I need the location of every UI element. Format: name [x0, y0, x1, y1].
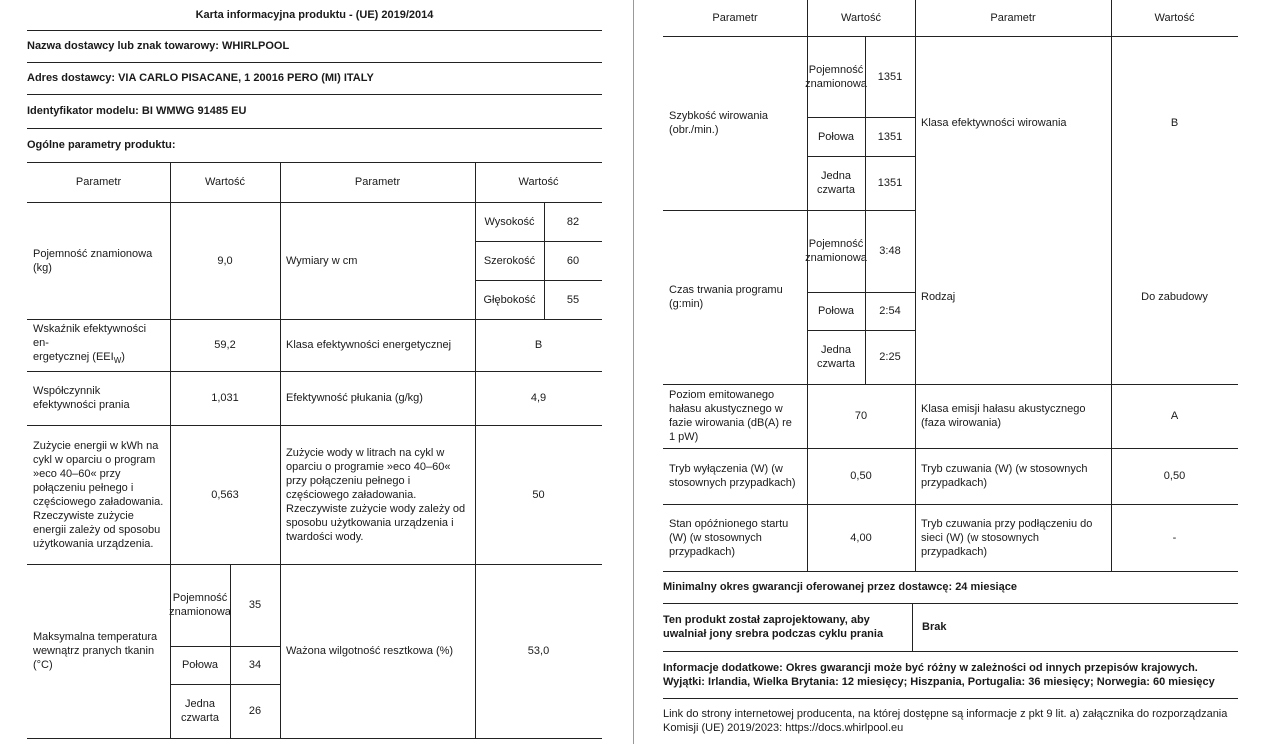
additional-info: Informacje dodatkowe: Okres gwarancji może być różny w zależności od innych przepisów krajowych. Wyjątki: Irlandia, Wielka Brytania: 12 miesięcy; Hiszpania, Portugalia: 36 miesięcy; Norwegia: 60 miesięcy	[663, 661, 1215, 688]
r-header-value-1: Wartość	[841, 12, 881, 24]
height-value: 82	[566, 215, 580, 228]
height-label: Wysokość	[484, 215, 535, 228]
noise-value: 70	[854, 410, 868, 422]
network-standby-label: Tryb czuwania przy podłączeniu do sieci (W) (w stosownych przypadkach)	[921, 517, 1093, 558]
max-temperature-label: Maksymalna temperatura wewnątrz pranych tkanin (°C)	[33, 631, 158, 671]
water-consumption-label: Zużycie wody w litrach na cykl w oparciu o programie »eco 40–60« przy połączeniu pełnego i częściowego załadowania. Rzeczywiste zużycie wody zależy od sposobu użytkowania urządzenia i twardości wody.	[286, 446, 466, 543]
spin-half-value: 1351	[877, 130, 903, 143]
energy-class-value: B	[534, 339, 543, 351]
capacity-label: Pojemność znamionowa (kg)	[33, 247, 153, 274]
duration-rated-value: 3:48	[879, 245, 901, 257]
off-mode-label: Tryb wyłączenia (W) (w stosownych przypadkach)	[669, 463, 796, 489]
spin-class-label: Klasa efektywności wirowania	[921, 117, 1067, 129]
duration-half-value: 2:54	[879, 305, 901, 317]
delay-start-label: Stan opóźnionego startu (W) (w stosownych przypadkach)	[669, 517, 789, 558]
program-duration-label: Czas trwania programu (g:min)	[669, 284, 783, 310]
page-divider	[633, 0, 634, 744]
supplier-address: Adres dostawcy: VIA CARLO PISACANE, 1 20016 PERO (MI) ITALY	[27, 72, 374, 84]
noise-class-value: A	[1170, 410, 1179, 422]
residual-moisture-label: Ważona wilgotność resztkowa (%)	[286, 645, 454, 657]
residual-moisture-value: 53,0	[527, 645, 550, 657]
off-mode-value: 0,50	[850, 470, 872, 482]
supplier-name: Nazwa dostawcy lub znak towarowy: WHIRLPOOL	[27, 40, 290, 52]
spin-rated-value: 1351	[877, 70, 903, 83]
water-consumption-value: 50	[532, 488, 545, 501]
rinse-efficiency-label: Efektywność płukania (g/kg)	[286, 392, 423, 404]
appliance-type-value: Do zabudowy	[1141, 291, 1208, 303]
appliance-type-label: Rodzaj	[921, 291, 956, 303]
temp-half-label: Połowa	[181, 659, 219, 671]
width-label: Szerokość	[483, 254, 536, 267]
energy-consumption-label: Zużycie energii w kWh na cykl w oparciu o program »eco 40–60« przy połączeniu pełnego i częściowego załadowania. Rzeczywiste zużycie energii zależy od sposobu użytkowania urządzenia.	[33, 439, 164, 550]
noise-label: Poziom emitowanego hałasu akustycznego w fazie wirowania (dB(A) re 1 pW)	[669, 389, 792, 443]
temp-half-value: 34	[248, 659, 262, 671]
capacity-value: 9,0	[217, 254, 233, 267]
standby-label: Tryb czuwania (W) (w stosownych przypadkach)	[921, 463, 1088, 489]
spin-class-value: B	[1170, 117, 1179, 129]
spin-quarter-value: 1351	[877, 177, 903, 189]
temp-quarter-value: 26	[248, 705, 262, 717]
header-value-1: Wartość	[205, 176, 245, 188]
spin-quarter-label: Jedna czwarta	[817, 170, 855, 196]
duration-rated-label: Pojemność znamionowa	[805, 238, 867, 264]
model-identifier: Identyfikator modelu: BI WMWG 91485 EU	[27, 105, 247, 117]
eei-value: 59,2	[214, 339, 236, 351]
silver-ions-label: Ten produkt został zaprojektowany, aby uwalniał jony srebra podczas cyklu prania	[663, 614, 884, 640]
duration-quarter-value: 2:25	[879, 351, 901, 363]
temp-quarter-label: Jedna czwarta	[181, 698, 219, 724]
duration-quarter-label: Jedna czwarta	[817, 344, 855, 370]
standby-value: 0,50	[1163, 470, 1186, 482]
spin-half-label: Połowa	[817, 130, 855, 143]
depth-value: 55	[566, 293, 580, 306]
header-parameter-1: Parametr	[75, 176, 122, 188]
temp-rated-value: 35	[248, 599, 262, 611]
spin-speed-label: Szybkość wirowania (obr./min.)	[669, 110, 769, 136]
r-header-parameter-1: Parametr	[712, 12, 758, 24]
spin-rated-label: Pojemność znamionowa	[805, 63, 867, 90]
energy-consumption-value: 0,563	[211, 488, 239, 501]
network-standby-value: -	[1172, 531, 1177, 544]
general-parameters-heading: Ogólne parametry produktu:	[27, 139, 176, 151]
depth-label: Głębokość	[483, 293, 536, 306]
temp-rated-label: Pojemność znamionowa	[169, 592, 231, 618]
warranty-statement: Minimalny okres gwarancji oferowanej przez dostawcę: 24 miesiące	[663, 581, 1017, 593]
wash-efficiency-label: Współczynnik efektywności prania	[33, 385, 130, 411]
doc-title: Karta informacyjna produktu - (UE) 2019/2014	[195, 9, 434, 21]
eei-label: Wskaźnik efektywności en- ergetycznej $(EEI_W)$	[33, 322, 147, 366]
wash-efficiency-value: 1,031	[211, 392, 239, 404]
noise-class-label: Klasa emisji hałasu akustycznego (faza wirowania)	[921, 403, 1086, 429]
manufacturer-link-info[interactable]: Link do strony internetowej producenta, na której dostępne są informacje z pkt 9 lit. a) załącznika do rozporządzania Komisji (UE) 2019/2023: https://docs.whirlpool.eu	[663, 708, 1228, 734]
dimensions-label: Wymiary w cm	[286, 254, 358, 267]
delay-start-value: 4,00	[850, 531, 872, 544]
silver-ions-value: Brak	[922, 621, 947, 633]
energy-class-label: Klasa efektywności energetycznej	[286, 339, 452, 351]
r-header-value-2: Wartość	[1154, 12, 1195, 24]
width-value: 60	[566, 254, 580, 267]
header-value-2: Wartość	[518, 176, 559, 188]
r-header-parameter-2: Parametr	[990, 12, 1036, 24]
duration-half-label: Połowa	[817, 305, 855, 317]
header-parameter-2: Parametr	[354, 176, 401, 188]
rinse-efficiency-value: 4,9	[530, 392, 547, 404]
